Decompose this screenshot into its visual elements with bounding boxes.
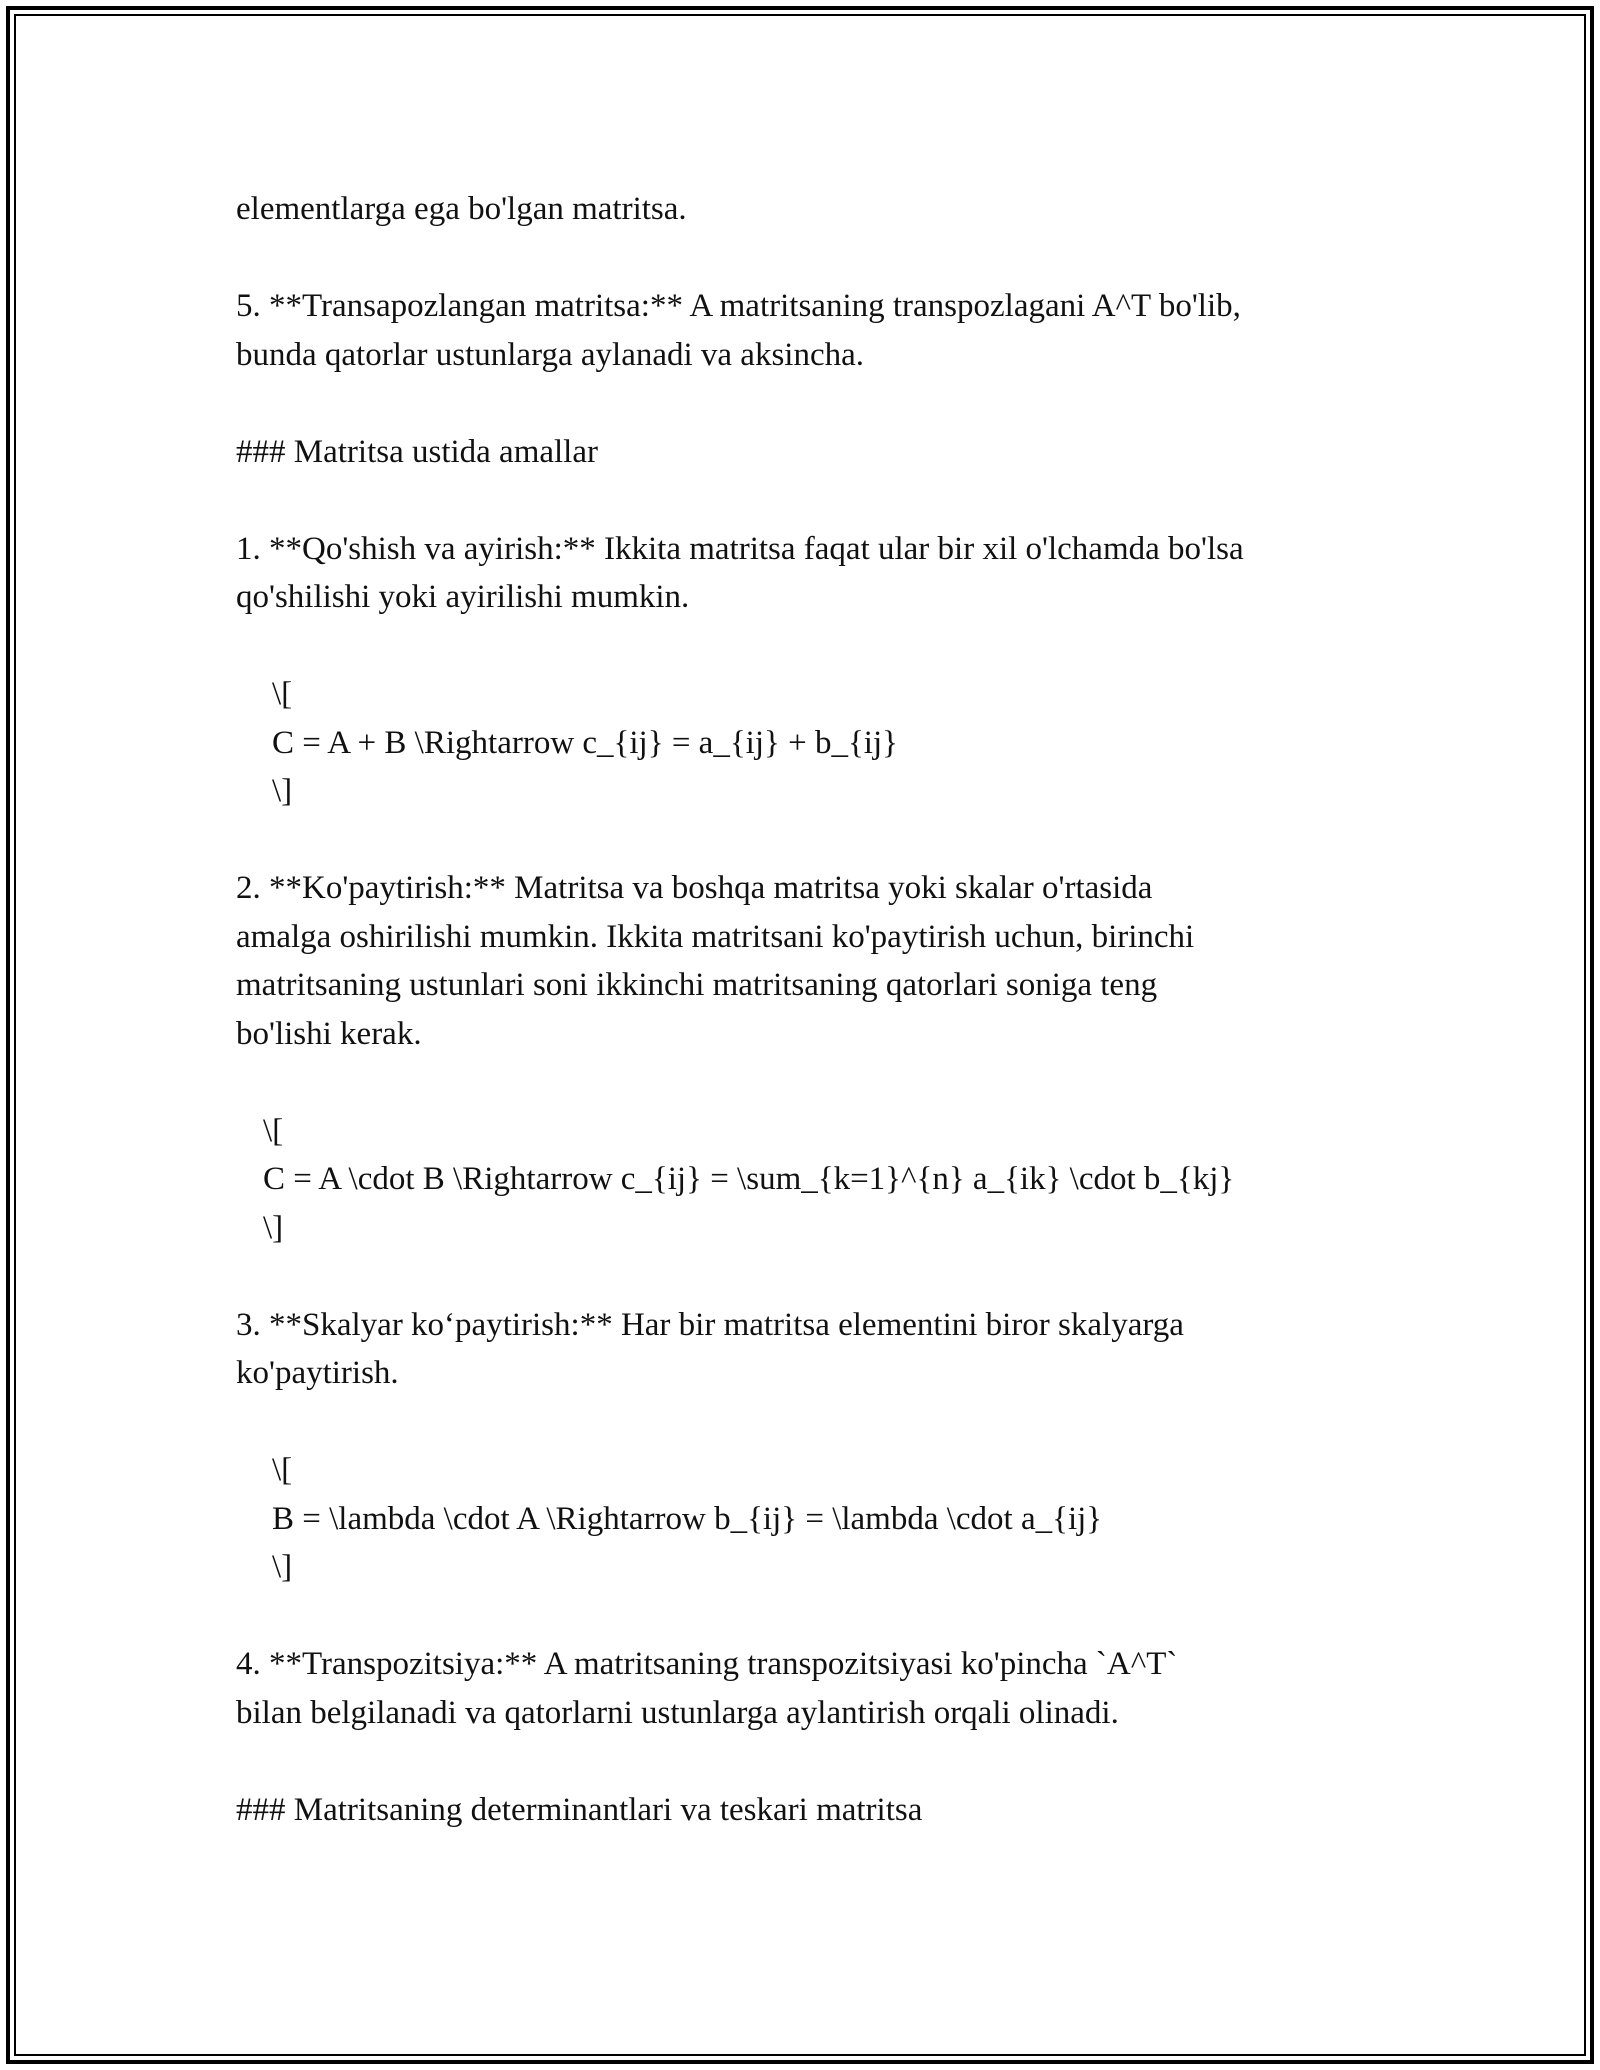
list-item-2-line: matritsaning ustunlari soni ikkinchi matritsaning qatorlari soniga teng [236, 967, 1158, 1003]
section-heading: ### Matritsaning determinantlari va teskari matritsa [236, 1791, 923, 1828]
list-item-4-line: bilan belgilanadi va qatorlarni ustunlarga aylantirish orqali olinadi. [236, 1694, 1119, 1731]
equation-open: \[ [263, 1112, 284, 1149]
equation-close: \] [272, 1549, 293, 1585]
list-item-5-line: 5. **Transapozlangan matritsa:** A matritsaning transpozlagani A^T bo'lib, [236, 288, 1241, 324]
equation-open: \[ [272, 1452, 293, 1488]
paragraph-line: elementlarga ega bo'lgan matritsa. [236, 191, 687, 227]
equation-body: C = A \cdot B \Rightarrow c_{ij} = \sum_{k=1}^{n} a_{ik} \cdot b_{kj} [263, 1161, 1235, 1197]
equation-body: C = A + B \Rightarrow c_{ij} = a_{ij} + b_{ij} [272, 724, 898, 761]
document-body [236, 185, 1396, 1834]
equation-close: \] [272, 773, 293, 809]
list-item-4-line: 4. **Transpozitsiya:** A matritsaning transpozitsiyasi ko'pincha `A^T` [236, 1646, 1178, 1682]
list-item-5-line: bunda qatorlar ustunlarga aylanadi va aksincha. [236, 336, 864, 373]
list-item-1-line: qo'shilishi yoki ayirilishi mumkin. [236, 579, 690, 615]
equation-body: B = \lambda \cdot A \Rightarrow b_{ij} = \lambda \cdot a_{ij} [272, 1500, 1103, 1537]
list-item-3-line: 3. **Skalyar ko‘paytirish:** Har bir matritsa elementini biror skalyarga [236, 1306, 1184, 1343]
list-item-2-line: 2. **Ko'paytirish:** Matritsa va boshqa matritsa yoki skalar o'rtasida [236, 870, 1153, 906]
equation-close: \] [263, 1209, 284, 1246]
list-item-3-line: ko'paytirish. [236, 1355, 399, 1391]
equation-open: \[ [272, 676, 293, 712]
list-item-2-line: bo'lishi kerak. [236, 1015, 422, 1052]
list-item-1-line: 1. **Qo'shish va ayirish:** Ikkita matritsa faqat ular bir xil o'lchamda bo'lsa [236, 530, 1244, 567]
list-item-2-line: amalga oshirilishi mumkin. Ikkita matritsani ko'paytirish uchun, birinchi [236, 918, 1195, 955]
section-heading: ### Matritsa ustida amallar [236, 433, 598, 470]
